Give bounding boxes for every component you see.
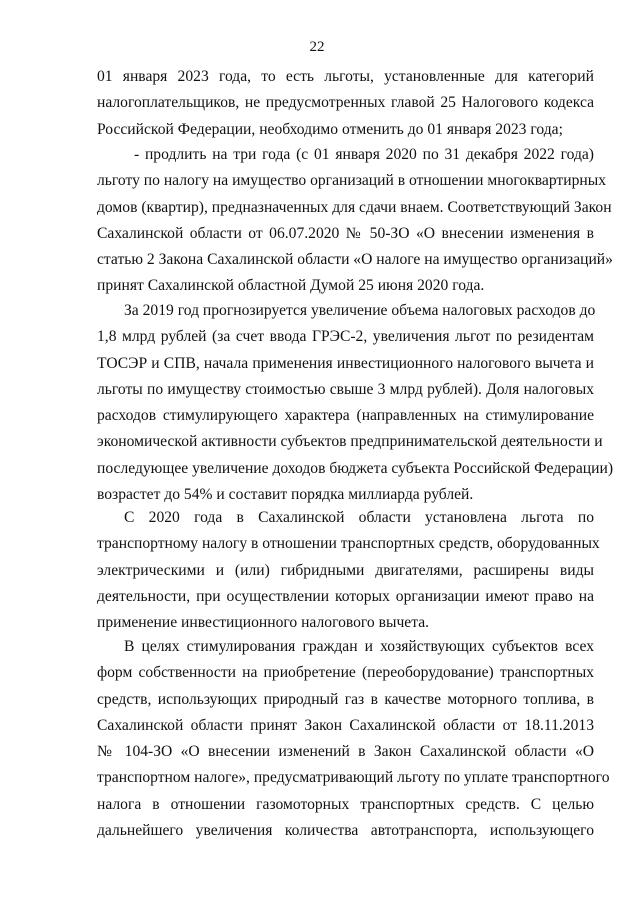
- text-line: экономической активности субъектов предпринимательской деятельности и: [97, 433, 603, 451]
- text-line: возрастет до 54% и составит порядка миллиарда рублей.: [97, 486, 474, 504]
- text-line: налога в отношении газомоторных транспортных средств. С целью: [97, 795, 594, 813]
- paragraph-1: [97, 64, 594, 143]
- text-line: деятельности, при осуществлении которых организации имеют право на: [97, 587, 594, 605]
- text-line: № 104-ЗО «О внесении изменений в Закон Сахалинской области «О: [97, 743, 594, 761]
- paragraph-5: [97, 634, 610, 844]
- text-line: последующее увеличение доходов бюджета субъекта Российской Федерации): [97, 459, 614, 477]
- text-line: За 2019 год прогнозируется увеличение объема налоговых расходов до: [124, 302, 596, 319]
- text-line: транспортном налоге», предусматривающий льготу по уплате транспортного: [97, 769, 610, 787]
- text-line: Российской Федерации, необходимо отменить до 01 января 2023 года;: [97, 120, 563, 138]
- text-line: электрическими и (или) гибридными двигателями, расширены виды: [97, 561, 594, 579]
- text-line: В целях стимулирования граждан и хозяйствующих субъектов всех: [124, 638, 594, 655]
- text-line: льготу по налогу на имущество организаций в отношении многоквартирных: [97, 172, 607, 190]
- text-line: средств, использующих природный газ в качестве моторного топлива, в: [97, 690, 594, 708]
- paragraph-4: [97, 505, 600, 636]
- text-line: форм собственности на приобретение (переоборудование) транспортных: [97, 664, 594, 682]
- text-line: 01 января 2023 года, то есть льготы, установленные для категорий: [97, 68, 594, 85]
- text-line: дальнейшего увеличения количества автотранспорта, использующего: [97, 822, 594, 840]
- text-line: 1,8 млрд рублей (за счет ввода ГРЭС-2, увеличения льгот по резидентам: [97, 328, 594, 346]
- paragraph-3: [97, 298, 614, 508]
- text-line: домов (квартир), предназначенных для сдачи внаем. Соответствующий Закон: [97, 198, 612, 216]
- text-line: - продлить на три года (с 01 января 2020 по 31 декабря 2022 года): [134, 146, 594, 163]
- text-line: Сахалинской области принят Закон Сахалинской области от 18.11.2013: [97, 716, 594, 734]
- text-line: С 2020 года в Сахалинской области установлена льгота по: [124, 509, 594, 526]
- text-line: льготы по имуществу стоимостью свыше 3 млрд рублей). Доля налоговых: [97, 380, 594, 398]
- text-line: ТОСЭР и СПВ, начала применения инвестиционного налогового вычета и: [97, 354, 594, 372]
- text-line: расходов стимулирующего характера (направленных на стимулирование: [97, 407, 594, 425]
- text-line: налогоплательщиков, не предусмотренных главой 25 Налогового кодекса: [97, 94, 594, 112]
- text-line: принят Сахалинской областной Думой 25 июня 2020 года.: [97, 277, 485, 295]
- text-line: статью 2 Закона Сахалинской области «О налоге на имущество организаций»: [97, 251, 613, 269]
- text-line: транспортному налогу в отношении транспортных средств, оборудованных: [97, 535, 600, 553]
- text-line: применение инвестиционного налогового вычета.: [97, 614, 430, 632]
- paragraph-2: [97, 142, 613, 300]
- text-line: Сахалинской области от 06.07.2020 № 50-ЗО «О внесении изменения в: [97, 224, 594, 242]
- page-number: 22: [309, 39, 325, 55]
